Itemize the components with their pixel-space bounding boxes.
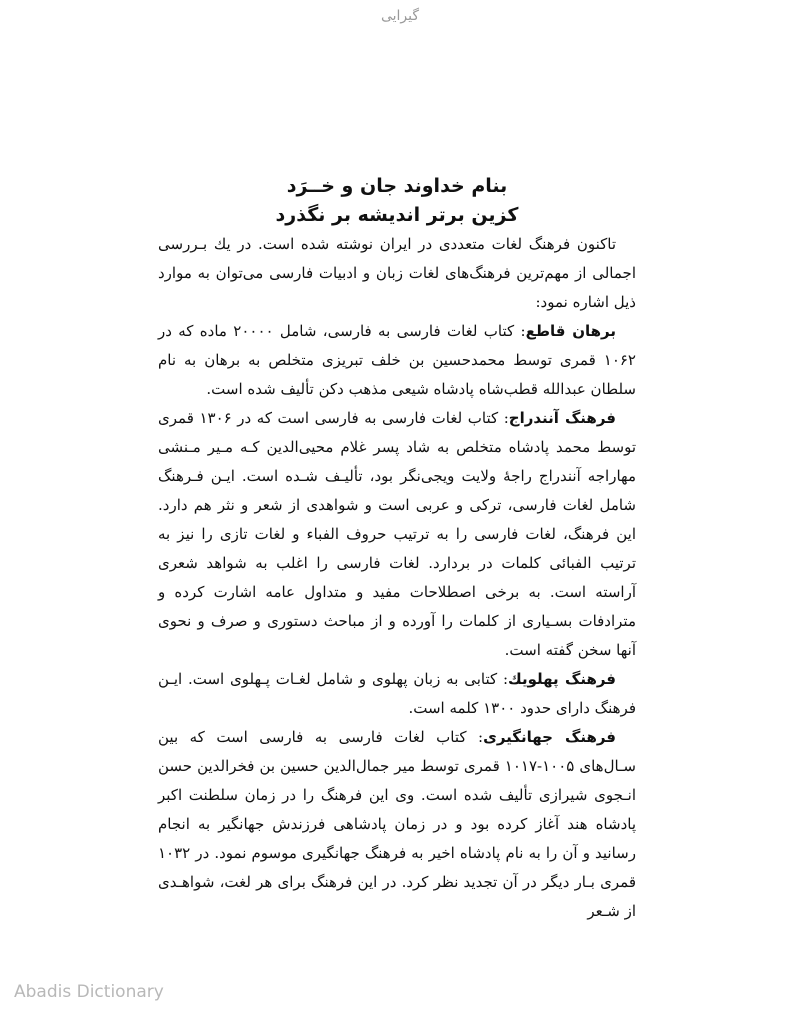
entry-paragraph: [158, 404, 636, 665]
poem-line-2: کزین برتر اندیشه بر نگذرد: [275, 204, 519, 226]
intro-paragraph: تاکنون فرهنگ لغات متعددی در ایران نوشته شده است. در یك بـررسی اجمالی از مهم‌ترین فرهنگ‌های لغات زبان و ادبیات فارسی می‌توان به موارد ذیل اشاره نمود:: [158, 235, 636, 311]
entry-paragraph: [158, 723, 636, 926]
poem-line-1: بنام خداوند جان و خــرَد: [286, 175, 508, 197]
entry-text: : کتاب لغات فارسی به فارسی است که بین سـال‌های ۱۰۰۵-۱۰۱۷ قمری توسط میر جمال‌الدین حسین بن فخرالدین حسن انـجوی شیرازی تألیف شده است. وی این فرهنگ را در زمان سلطنت اکبر پادشاه هند آغاز کرده بود و در زمان پادشاهی فرزندش جهانگیر به انجام رسانید و آن را به نام پادشاه اخیر به فرهنگ جهانگیری موسوم نمود. در ۱۰۳۲ قمری بـار دیگر در آن تجدید نظر کرد. در این فرهنگ برای هر لغت، شواهـدی از شـعر: [158, 728, 636, 920]
page-body: [158, 172, 636, 926]
entry-term: فرهنگ پهلویك: [508, 670, 616, 688]
entry-text: : کتاب لغات فارسی به فارسی، شامل ۲۰۰۰۰ ماده که در ۱۰۶۲ قمری توسط محمدحسین بن خلف تبریزی متخلص به برهان به نام سلطان عبدالله قطب‌شاه پادشاه شیعی مذهب دکن تألیف شده است.: [158, 322, 636, 398]
watermark-text: Abadis Dictionary: [14, 982, 164, 1002]
entry-text: : کتاب لغات فارسی به فارسی است که در ۱۳۰۶ قمری توسط محمد پادشاه متخلص به شاد پسر غلام محیی‌الدین کـه مـیر مـنشی مهاراجه آنندراج راجهٔ ولایت ویجی‌نگر بود، تألیـف شـده است. ایـن فـرهنگ شامل لغات فارسی، ترکی و عربی است و شواهدی از شعر و نثر هم دارد. این فرهنگ، لغات فارسی را به ترتیب حروف الفباء و لغات تازی را نیز به ترتیب الفبائی کلمات در بردارد. لغات فارسی را اغلب به شواهد شعری آراسته است. به برخی اصطلاحات مفید و متداول عامه اشارت کرده و مترادفات بسـیاری از کلمات را آورده و از مباحث دستوری و صرف و نحوی آنها سخن گفته است.: [158, 409, 636, 659]
entry-term: برهان قاطع: [525, 322, 616, 340]
entry-term: فرهنگ جهانگیری: [483, 728, 616, 746]
entry-text: : کتابی به زبان پهلوی و شامل لغـات پـهلوی است. ایـن فرهنگ دارای حدود ۱۳۰۰ کلمه است.: [158, 670, 636, 717]
entry-paragraph: [158, 317, 636, 404]
running-header: گیرایی: [380, 8, 420, 24]
entry-term: فرهنگ آنندراج: [508, 409, 616, 427]
entry-paragraph: [158, 665, 636, 723]
